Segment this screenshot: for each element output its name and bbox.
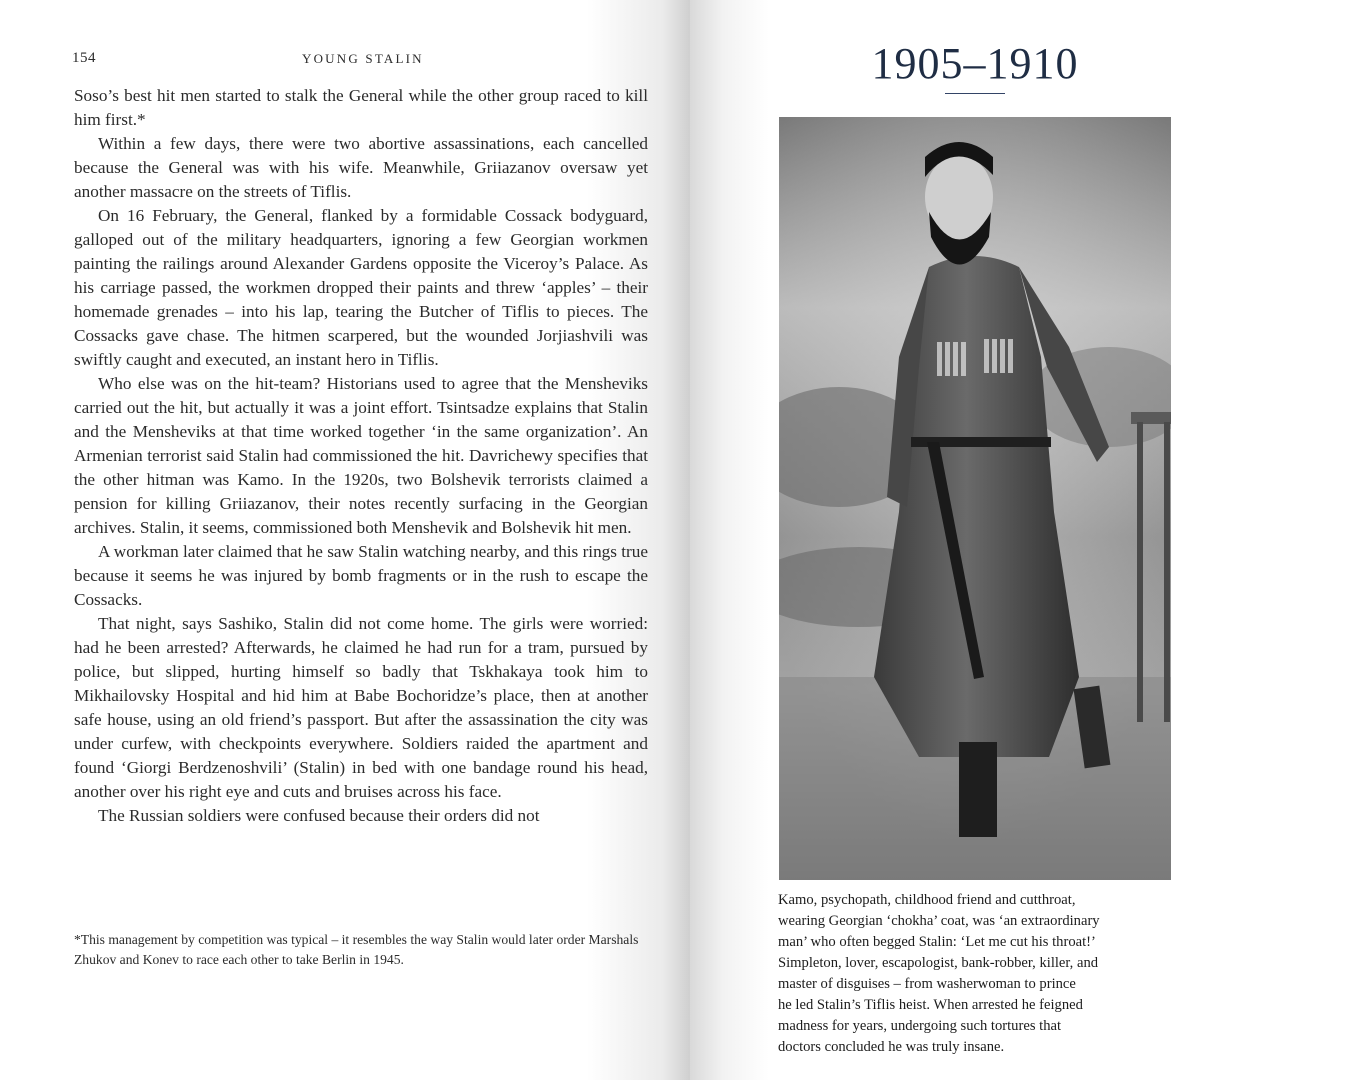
paragraph: A workman later claimed that he saw Stalin watching nearby, and this rings true because it seems he was injured by bomb fragments or in the rush to escape the Cossacks.: [74, 542, 648, 609]
title-rule: [945, 93, 1005, 94]
footnote: *This management by competition was typical – it resembles the way Stalin would later order Marshals Zhukov and Konev to race each other to take Berlin in 1945.: [74, 932, 639, 967]
paragraph: Soso’s best hit men started to stalk the General while the other group raced to kill him first.*: [74, 86, 648, 129]
running-head: YOUNG STALIN: [302, 51, 424, 66]
photo-caption: [778, 890, 1172, 1058]
paragraph: Within a few days, there were two abortive assassinations, each cancelled because the General was with his wife. Meanwhile, Griiazanov oversaw yet another massacre on the streets of Tiflis.: [74, 134, 648, 201]
paragraph: That night, says Sashiko, Stalin did not come home. The girls were worried: had he been arrested? Afterwards, he claimed he had run for a tram, pursued by police, but slipped, hurting himself so badly that Tskhakaya took him to Mikhailovsky Hospital and hid him at Babe Bochoridze’s place, then at another safe house, using an old friend’s passport. But after the assassination the city was under curfew, with checkpoints everywhere. Soldiers raided the apartment and found ‘Giorgi Berdzenoshvili’ (Stalin) in bed with one bandage round his head, another over his right eye and cuts and bruises across his face.: [74, 614, 648, 801]
paragraph: The Russian soldiers were confused because their orders did not: [98, 806, 540, 825]
caption-line: Simpleton, lover, escapologist, bank-robber, killer, and: [778, 955, 1099, 971]
page-number: 154: [72, 50, 96, 66]
chapter-title: 1905–1910: [871, 39, 1079, 88]
caption-line: man’ who often begged Stalin: ‘Let me cut his throat!’: [778, 934, 1096, 950]
paragraph: Who else was on the hit-team? Historians used to agree that the Mensheviks carried out the hit, but actually it was a joint effort. Tsintsadze explains that Stalin and the Mensheviks at that time worked together ‘in the same organization’. An Armenian terrorist said Stalin had commissioned the hit. Davrichewy specifies that the other hitman was Kamo. In the 1920s, two Bolshevik terrorists claimed a pension for killing Griiazanov, their notes recently surfacing in the Georgian archives. Stalin, it seems, commissioned both Menshevik and Bolshevik hit men.: [74, 374, 648, 537]
caption-line: wearing Georgian ‘chokha’ coat, was ‘an extraordinary: [778, 913, 1100, 929]
caption-line: Kamo, psychopath, childhood friend and cutthroat,: [778, 892, 1076, 908]
paragraph: On 16 February, the General, flanked by a formidable Cossack bodyguard, galloped out of the military headquarters, ignoring a few Georgian workmen painting the railings around Alexander Gardens opposite the Viceroy’s Palace. As his carriage passed, the workmen dropped their paints and threw ‘apples’ – their homemade grenades – into his lap, tearing the Butcher of Tiflis to pieces. The Cossacks gave chase. The hitmen scarpered, but the wounded Jorjiashvili was swiftly caught and executed, an instant hero in Tiflis.: [74, 206, 648, 369]
caption-line: master of disguises – from washerwoman to prince: [778, 976, 1076, 992]
body-text: [74, 84, 648, 828]
page-header: [72, 50, 632, 72]
caption-line: doctors concluded he was truly insane.: [778, 1039, 1005, 1055]
caption-line: madness for years, undergoing such tortures that: [778, 1018, 1062, 1034]
portrait-photo: [779, 117, 1171, 880]
caption-line: he led Stalin’s Tiflis heist. When arrested he feigned: [778, 997, 1083, 1013]
